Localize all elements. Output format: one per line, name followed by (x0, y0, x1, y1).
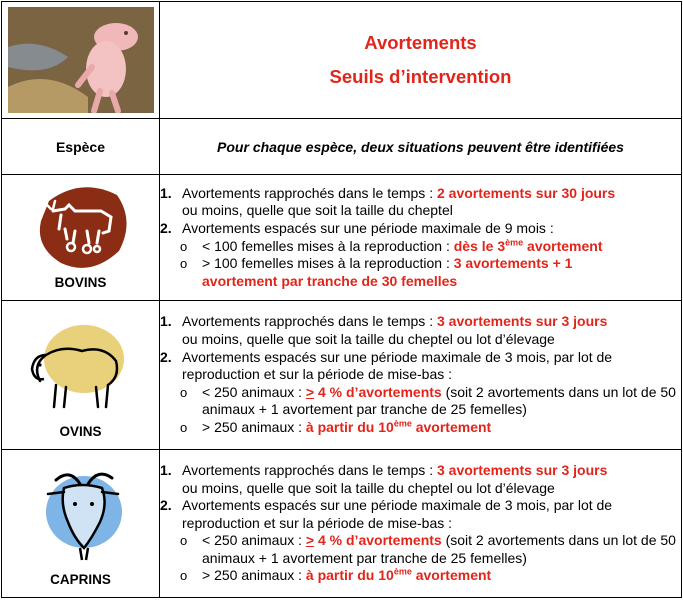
rule-item (160, 462, 681, 497)
item-number: 2. (160, 219, 172, 236)
sub-rule-text: > 250 animaux : (202, 418, 306, 435)
item-number: 1. (160, 313, 172, 330)
sub-rule (160, 384, 681, 419)
rule-item (160, 497, 681, 532)
species-name-ovins: OVINS (59, 424, 102, 439)
sub-rule (160, 255, 681, 290)
species-cell-caprins (2, 450, 160, 598)
row-bovins (2, 175, 682, 301)
row-ovins (2, 301, 682, 450)
species-name-bovins: BOVINS (54, 275, 107, 290)
bullet-icon: o (180, 238, 188, 254)
species-cell-bovins (2, 175, 160, 301)
sheep-icon (26, 315, 136, 415)
rule-text: Avortements rapprochés dans le temps : (182, 313, 437, 330)
rule-item (160, 313, 681, 348)
sub-rule-threshold: > 4 % d’avortements (305, 383, 442, 400)
item-number: 2. (160, 348, 172, 365)
sub-rule-threshold-cont: avortement par tranche de 30 femelles (202, 272, 458, 289)
sub-rule (160, 238, 681, 256)
rule-item (160, 349, 681, 384)
header-species: Espèce (2, 119, 160, 175)
item-number: 2. (160, 497, 172, 514)
bullet-icon: o (180, 419, 188, 435)
photo-cell (2, 2, 160, 119)
rule-text: Avortements rapprochés dans le temps : (182, 184, 437, 201)
rules-caprins (160, 450, 682, 598)
goat-icon (26, 464, 136, 564)
rules-bovins (160, 175, 682, 301)
title-cell (160, 2, 682, 119)
item-number: 1. (160, 461, 172, 478)
sub-rule (160, 532, 681, 567)
rule-text: Avortements espacés sur une période maximale de 9 mois : (182, 219, 554, 236)
sub-rule-threshold: > 4 % d’avortements (305, 532, 442, 549)
rule-item (160, 185, 681, 220)
rule-text-cont: ou moins, quelle que soit la taille du cheptel ou lot d’élevage (182, 479, 555, 496)
sub-rule-text: < 250 animaux : (202, 383, 306, 400)
sub-rule (160, 567, 681, 585)
bullet-icon: o (180, 568, 188, 584)
rule-text-cont: ou moins, quelle que soit la taille du cheptel ou lot d’élevage (182, 331, 555, 348)
bullet-icon: o (180, 533, 188, 549)
sub-rule-threshold: à partir du 10ème avortement (305, 566, 492, 584)
sub-rule-threshold: à partir du 10ème avortement (305, 418, 492, 435)
rule-threshold: 3 avortements sur 3 jours (436, 461, 608, 478)
rule-text-cont: ou moins, quelle que soit la taille du cheptel (182, 202, 453, 219)
row-caprins (2, 450, 682, 598)
rules-ovins (160, 301, 682, 450)
sub-rule-threshold: dès le 3ème avortement (453, 236, 603, 254)
rule-text: Avortements rapprochés dans le temps : (182, 461, 437, 478)
page-title-line1: Avortements (364, 32, 477, 53)
bullet-icon: o (180, 384, 188, 400)
sub-rule-text: > 250 animaux : (202, 567, 306, 584)
sub-rule-text: > 100 femelles mises à la reproduction : (202, 255, 454, 272)
rule-text: Avortements espacés sur une période maximale de 3 mois, par lot de reproduction et sur la période de mise-bas : (182, 497, 613, 531)
sub-rule (160, 419, 681, 437)
sub-rule-detail: (soit 2 avortements dans un lot de 50 animaux + 1 avortement par tranche de 25 femelles) (202, 383, 676, 418)
rule-text: Avortements espacés sur une période maximale de 3 mois, par lot de reproduction et sur la période de mise-bas : (182, 348, 613, 383)
header-situations: Pour chaque espèce, deux situations peuvent être identifiées (160, 119, 682, 175)
species-name-caprins: CAPRINS (50, 572, 111, 587)
item-number: 1. (160, 184, 172, 201)
bullet-icon: o (180, 256, 188, 272)
sub-rule-threshold: 3 avortements + 1 (453, 255, 573, 272)
sub-rule-detail: (soit 2 avortements dans un lot de 50 animaux + 1 avortement par tranche de 25 femelles) (202, 532, 676, 566)
page-title-line2: Seuils d’intervention (329, 66, 512, 87)
sub-rule-text: < 100 femelles mises à la reproduction : (202, 237, 454, 254)
thresholds-table (1, 1, 682, 598)
calf-photo (8, 7, 154, 113)
rule-threshold: 2 avortements sur 30 jours (436, 184, 616, 201)
cow-icon (31, 181, 131, 271)
sub-rule-text: < 250 animaux : (202, 532, 306, 549)
species-cell-ovins (2, 301, 160, 450)
rule-item (160, 220, 681, 238)
newborn-calf-icon (8, 7, 154, 113)
rule-threshold: 3 avortements sur 3 jours (436, 313, 608, 330)
